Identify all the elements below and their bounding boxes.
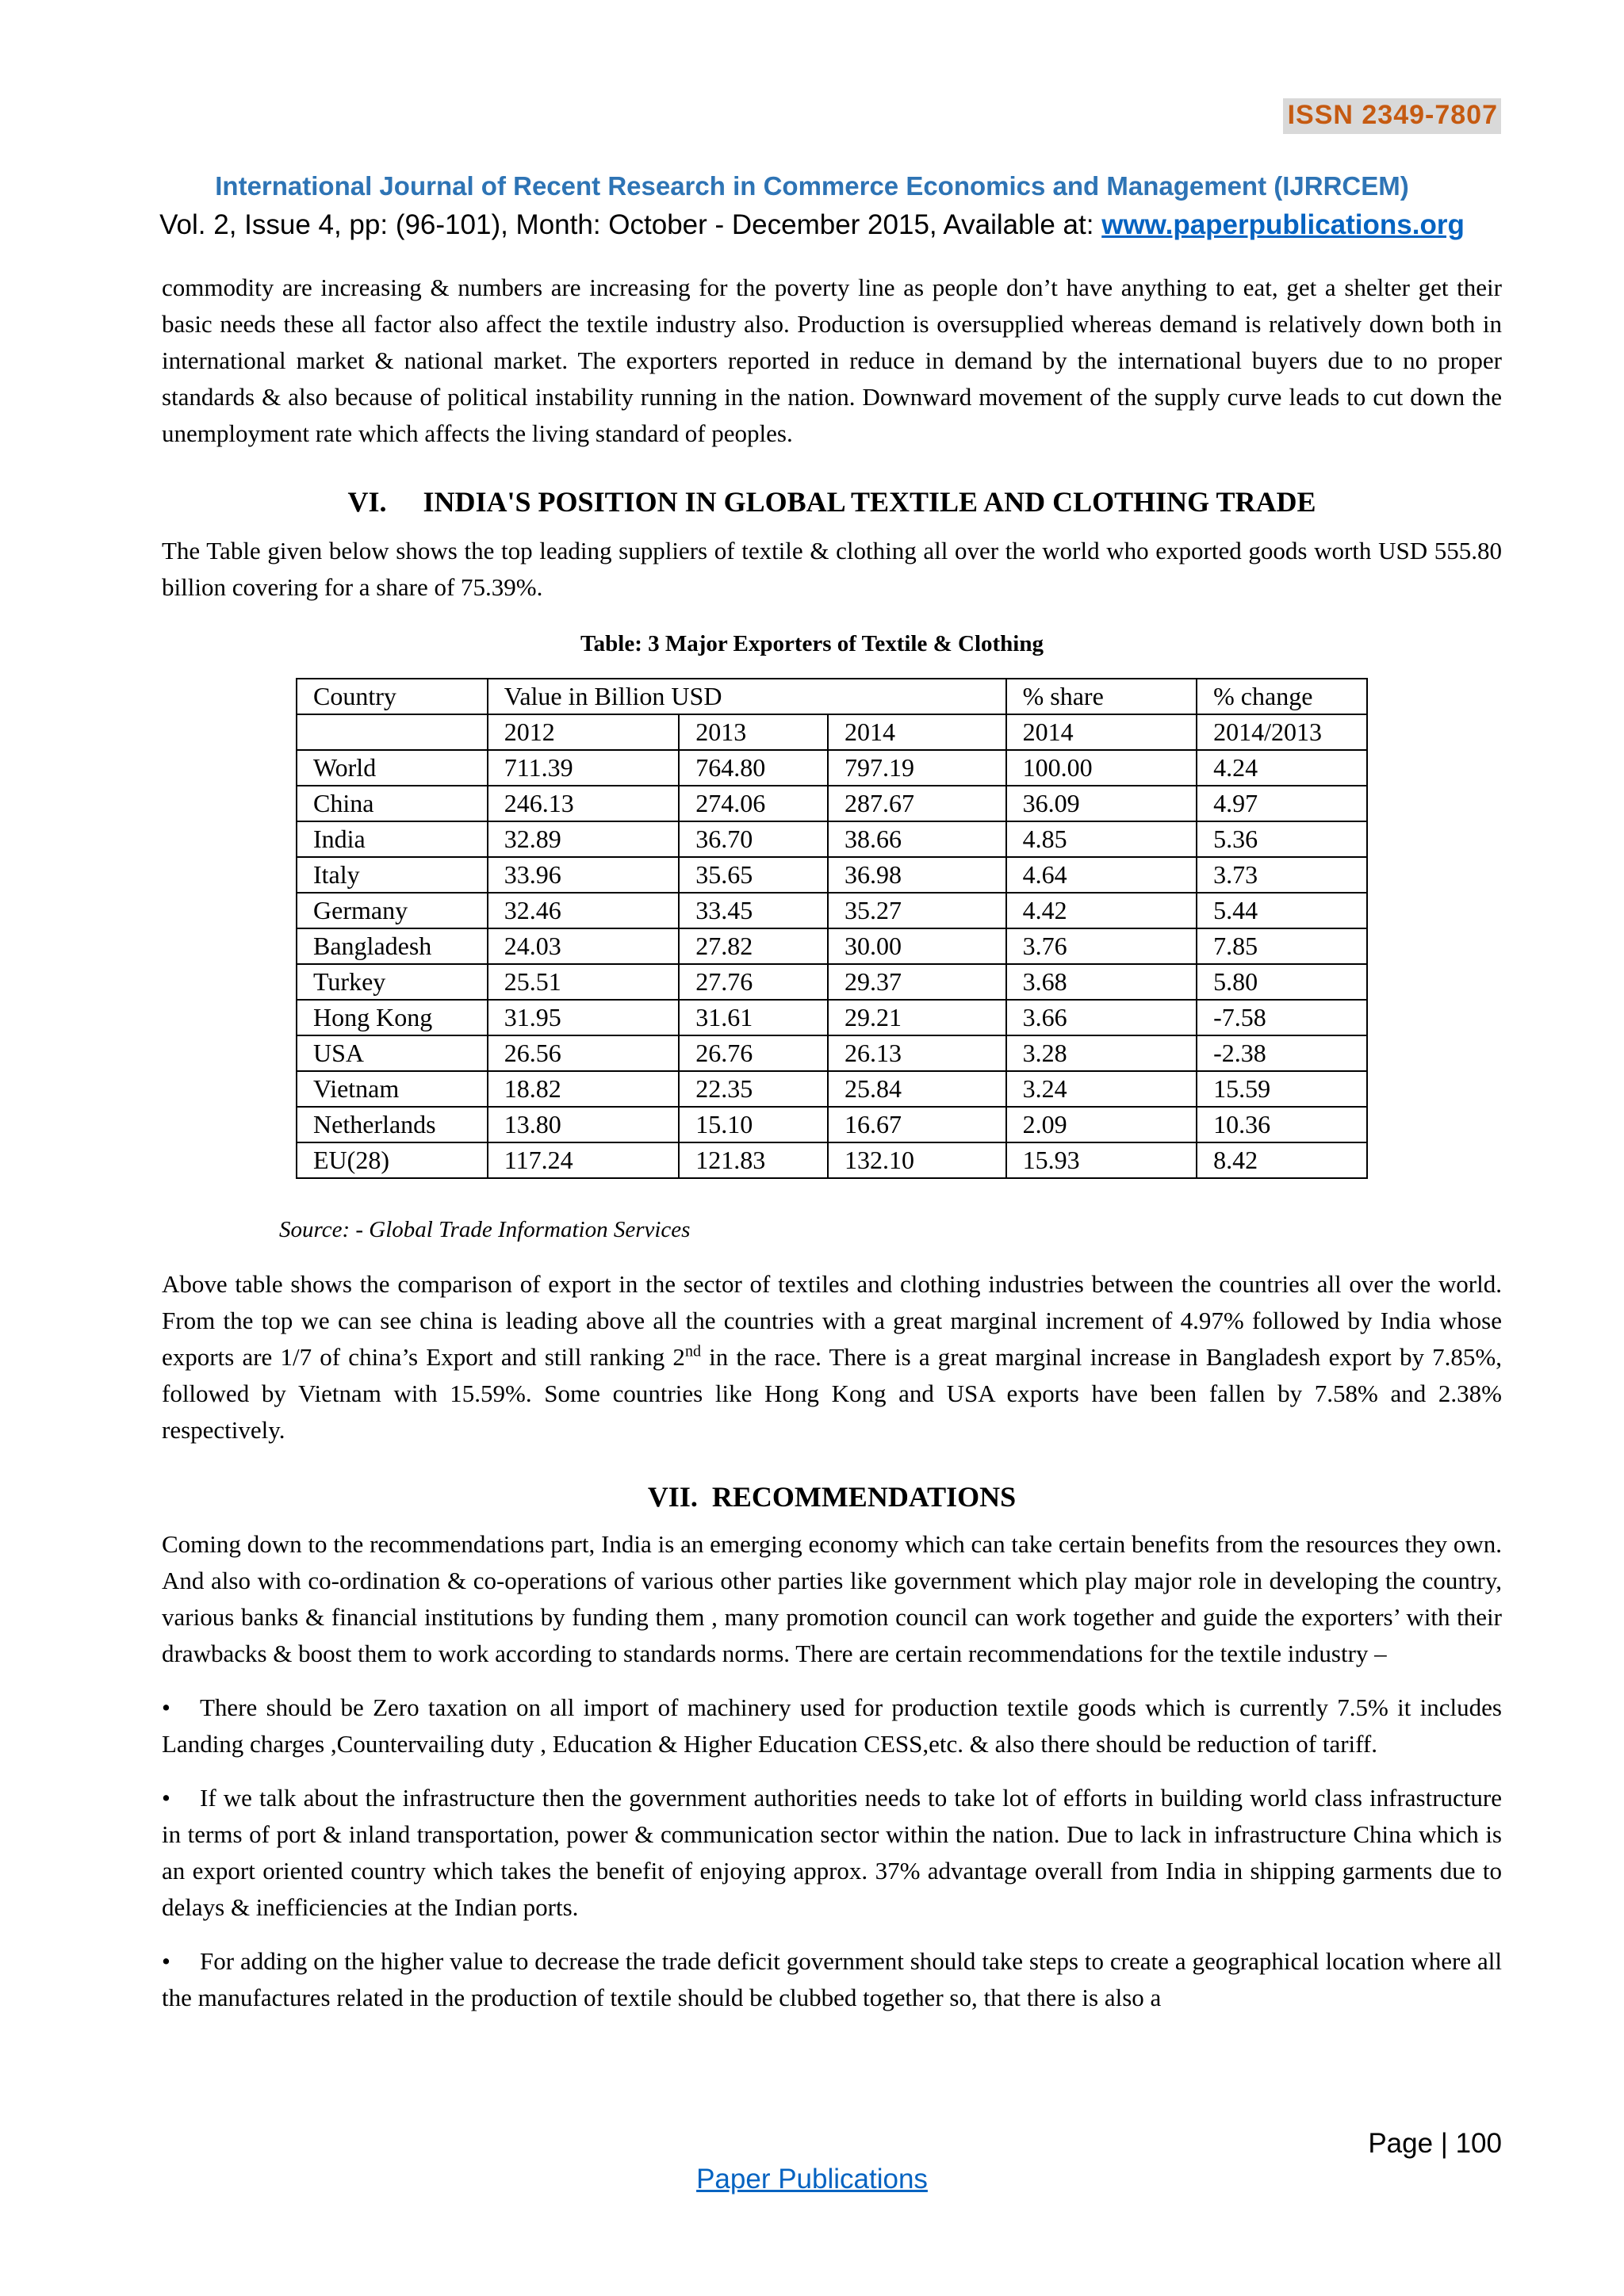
value-cell: 121.83: [679, 1142, 828, 1178]
table-subheader-row: [297, 714, 1367, 750]
analysis-paragraph: [162, 1266, 1502, 1448]
table-row: [297, 928, 1367, 964]
value-cell: 132.10: [828, 1142, 1006, 1178]
table-header-cell: 2013: [679, 714, 828, 750]
table-row: [297, 1071, 1367, 1107]
intro-paragraph: commodity are increasing & numbers are increasing for the poverty line as people don’t have anything to eat, get a shelter get their basic needs these all factor also affect the textile industry also. Production is oversupplied whereas demand is relatively down both in international market & national market. The exporters reported in reduce in demand by the international buyers due to no proper standards & also because of political instability running in the nation. Downward movement of the supply curve leads to cut down the unemployment rate which affects the living standard of peoples.: [162, 274, 1502, 447]
analysis-text-2: in the race. There is a great marginal increase in Bangladesh export by 7.85%, followed by Vietnam with 15.59%. Some countries like Hong Kong and USA exports have been fallen by 7.58% and 2.38% respectively.: [162, 1343, 1503, 1444]
value-cell: 27.82: [679, 928, 828, 964]
table-row: [297, 1142, 1367, 1178]
country-cell: China: [297, 786, 488, 821]
journal-title: International Journal of Recent Research in Commerce Economics and Management (IJRRCEM): [215, 171, 1409, 201]
value-cell: 33.45: [679, 893, 828, 928]
value-cell: 36.09: [1006, 786, 1197, 821]
value-cell: 25.51: [488, 964, 680, 1000]
value-cell: 31.95: [488, 1000, 680, 1035]
table-header-cell: 2014: [1006, 714, 1197, 750]
section-7-title: RECOMMENDATIONS: [711, 1481, 1017, 1513]
value-cell: 26.76: [679, 1035, 828, 1071]
country-cell: Hong Kong: [297, 1000, 488, 1035]
value-cell: 33.96: [488, 857, 680, 893]
value-cell: 5.44: [1197, 893, 1367, 928]
table-row: [297, 893, 1367, 928]
value-cell: 29.21: [828, 1000, 1006, 1035]
value-cell: 29.37: [828, 964, 1006, 1000]
value-cell: 5.36: [1197, 821, 1367, 857]
table-header-cell: % share: [1006, 679, 1197, 714]
issn-badge: ISSN 2349-7807: [1283, 98, 1501, 134]
table-header-cell: % change: [1197, 679, 1367, 714]
table-body: [297, 750, 1367, 1178]
journal-volume-line: [0, 209, 1624, 241]
table-header-cell: 2014: [828, 714, 1006, 750]
value-cell: 35.65: [679, 857, 828, 893]
value-cell: 36.98: [828, 857, 1006, 893]
table-header-cell: [297, 714, 488, 750]
value-cell: 4.97: [1197, 786, 1367, 821]
value-cell: 32.89: [488, 821, 680, 857]
value-cell: 100.00: [1006, 750, 1197, 786]
value-cell: 246.13: [488, 786, 680, 821]
value-cell: 32.46: [488, 893, 680, 928]
country-cell: World: [297, 750, 488, 786]
bullet-text: For adding on the higher value to decrease the trade deficit government should take steps to create a geographical location where all the manufactures related in the production of textile should be clubbed together so, that there is also a: [162, 1947, 1502, 2011]
table-header-row: [297, 679, 1367, 714]
value-cell: 274.06: [679, 786, 828, 821]
value-cell: 13.80: [488, 1107, 680, 1142]
value-cell: 16.67: [828, 1107, 1006, 1142]
table-row: [297, 1035, 1367, 1071]
value-cell: 15.10: [679, 1107, 828, 1142]
section-6-heading: [162, 484, 1502, 520]
table-caption: Table: 3 Major Exporters of Textile & Clothing: [580, 631, 1044, 656]
country-cell: USA: [297, 1035, 488, 1071]
bullet-icon: •: [162, 1784, 170, 1812]
value-cell: 3.28: [1006, 1035, 1197, 1071]
value-cell: 38.66: [828, 821, 1006, 857]
value-cell: 3.68: [1006, 964, 1197, 1000]
country-cell: Vietnam: [297, 1071, 488, 1107]
value-cell: 4.42: [1006, 893, 1197, 928]
value-cell: 18.82: [488, 1071, 680, 1107]
value-cell: 31.61: [679, 1000, 828, 1035]
value-cell: 764.80: [679, 750, 828, 786]
value-cell: 117.24: [488, 1142, 680, 1178]
table-row: [297, 1107, 1367, 1142]
publisher-link[interactable]: Paper Publications: [696, 2164, 928, 2195]
table-row: [297, 857, 1367, 893]
section-6-number: VI.: [347, 486, 387, 518]
country-cell: Italy: [297, 857, 488, 893]
recommendation-bullet: [162, 1689, 1502, 1762]
value-cell: 24.03: [488, 928, 680, 964]
value-cell: 3.66: [1006, 1000, 1197, 1035]
table-header-cell: Value in Billion USD: [488, 679, 1006, 714]
section-7-number: VII.: [647, 1481, 698, 1513]
footer: [0, 2164, 1624, 2195]
journal-website-link[interactable]: www.paperpublications.org: [1101, 209, 1465, 240]
section-7: [162, 1479, 1502, 2016]
value-cell: 711.39: [488, 750, 680, 786]
value-cell: 4.24: [1197, 750, 1367, 786]
value-cell: 7.85: [1197, 928, 1367, 964]
bullet-text: There should be Zero taxation on all import of machinery used for production textile goods which is currently 7.5% it includes Landing charges ,Countervailing duty , Education & Higher Education CESS,etc. & also there should be reduction of tariff.: [162, 1693, 1502, 1758]
value-cell: 26.56: [488, 1035, 680, 1071]
country-cell: Bangladesh: [297, 928, 488, 964]
section-6-paragraph: The Table given below shows the top leading suppliers of textile & clothing all over the world who exported goods worth USD 555.80 billion covering for a share of 75.39%.: [162, 537, 1502, 601]
value-cell: 287.67: [828, 786, 1006, 821]
value-cell: 3.73: [1197, 857, 1367, 893]
section-6-title: INDIA'S POSITION IN GLOBAL TEXTILE AND CLOTHING TRADE: [423, 486, 1316, 518]
value-cell: -2.38: [1197, 1035, 1367, 1071]
table-source: Source: - Global Trade Information Services: [279, 1217, 691, 1242]
intro-paragraph-block: [162, 270, 1502, 452]
value-cell: 797.19: [828, 750, 1006, 786]
table-row: [297, 786, 1367, 821]
table-header-cell: 2012: [488, 714, 680, 750]
value-cell: 36.70: [679, 821, 828, 857]
bullet-icon: •: [162, 1947, 170, 1975]
analysis-text-1: Above table shows the comparison of export in the sector of textiles and clothing industries between the countries all over the world. From the top we can see china is leading above all the countries with a great marginal increment of 4.97% followed by India whose exports are 1/7 of china’s Export and still ranking 2: [162, 1270, 1502, 1371]
table-row: [297, 750, 1367, 786]
value-cell: 15.59: [1197, 1071, 1367, 1107]
recommendation-bullet: [162, 1943, 1502, 2016]
value-cell: 2.09: [1006, 1107, 1197, 1142]
analysis-superscript: nd: [684, 1342, 701, 1360]
country-cell: EU(28): [297, 1142, 488, 1178]
section-7-paragraph: Coming down to the recommendations part, India is an emerging economy which can take certain benefits from the resources they own. And also with co-ordination & co-operations of various other parties like government which play major role in developing the country, various banks & financial institutions by funding them , many promotion council can work together and guide the exporters’ with their drawbacks & boost them to work according to standards norms. There are certain recommendations for the textile industry –: [162, 1530, 1502, 1667]
section-7-heading: [162, 1479, 1502, 1515]
country-cell: Germany: [297, 893, 488, 928]
volume-info: Vol. 2, Issue 4, pp: (96-101), Month: October - December 2015, Available at:: [159, 209, 1094, 240]
country-cell: Netherlands: [297, 1107, 488, 1142]
value-cell: 22.35: [679, 1071, 828, 1107]
table-row: [297, 1000, 1367, 1035]
analysis-block: [162, 1266, 1502, 1448]
value-cell: 35.27: [828, 893, 1006, 928]
value-cell: 3.76: [1006, 928, 1197, 964]
recommendation-bullet: [162, 1780, 1502, 1926]
value-cell: 27.76: [679, 964, 828, 1000]
value-cell: 25.84: [828, 1071, 1006, 1107]
value-cell: 3.24: [1006, 1071, 1197, 1107]
table-header-cell: 2014/2013: [1197, 714, 1367, 750]
country-cell: Turkey: [297, 964, 488, 1000]
value-cell: -7.58: [1197, 1000, 1367, 1035]
value-cell: 30.00: [828, 928, 1006, 964]
exporters-table: [296, 678, 1368, 1179]
value-cell: 8.42: [1197, 1142, 1367, 1178]
value-cell: 10.36: [1197, 1107, 1367, 1142]
value-cell: 5.80: [1197, 964, 1367, 1000]
country-cell: India: [297, 821, 488, 857]
value-cell: 4.64: [1006, 857, 1197, 893]
bullet-text: If we talk about the infrastructure then the government authorities needs to take lot of efforts in building world class infrastructure in terms of port & inland transportation, power & communication sector within the nation. Due to lack in infrastructure China which is an export oriented country which takes the benefit of enjoying approx. 37% advantage overall from India in shipping garments due to delays & inefficiencies at the Indian ports.: [162, 1784, 1502, 1921]
bullet-icon: •: [162, 1693, 170, 1721]
value-cell: 26.13: [828, 1035, 1006, 1071]
section-6: [162, 484, 1502, 606]
table-row: [297, 821, 1367, 857]
page-number: Page | 100: [1368, 2128, 1502, 2159]
value-cell: 4.85: [1006, 821, 1197, 857]
value-cell: 15.93: [1006, 1142, 1197, 1178]
table-row: [297, 964, 1367, 1000]
table-header-cell: Country: [297, 679, 488, 714]
